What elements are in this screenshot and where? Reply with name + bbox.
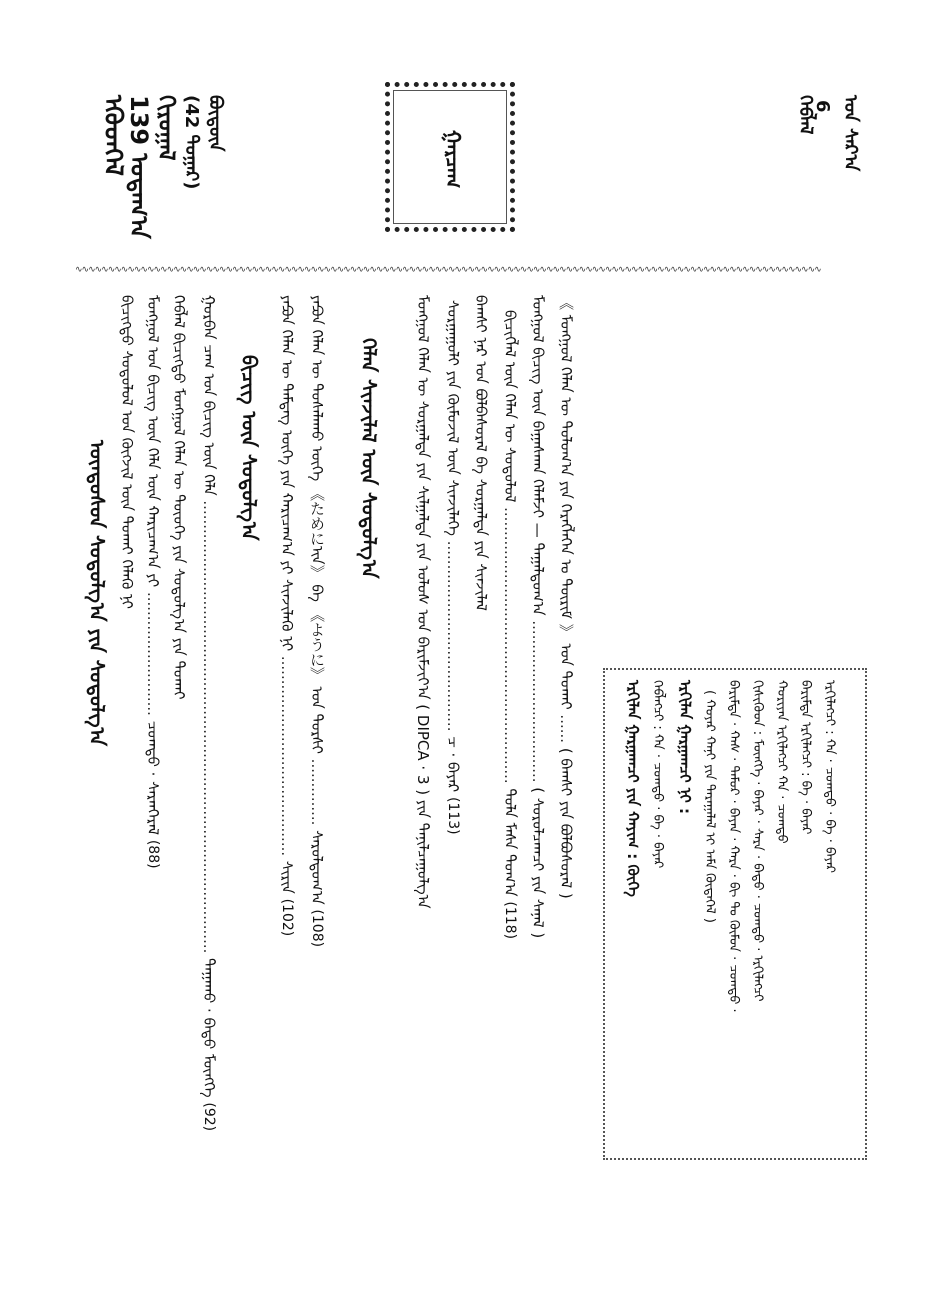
info-line: ᠡᠷᠬᠢᠯᠡᠨ ᠭᠠᠷᠭᠠᠭᠴᠢ ᠶᠢᠨ ᠬᠠᠶᠢᠭ : ᠬᠥᠬᠡ [624, 680, 642, 897]
section-heading-1: ᠬᠡᠯᠡᠨ ᠰᠢᠨᠵᠢᠯᠡᠯ ᠦᠨ ᠰᠤᠳᠤᠯᠭ᠎ᠠ [357, 338, 381, 579]
info-line: ᠬᠣᠷᠢᠶᠠᠨ ᠡᠷᠬᠢᠯᠡᠭᠴᠢ ᠬᠠ · ᠴᠣᠭᠲᠤ [774, 680, 789, 844]
volume-label: (42 ᠳᠤᠭᠠᠷ) [181, 95, 202, 190]
toc-entry: ᠮᠣᠩᠭᠣᠯ ᠬᠡᠯᠡᠨ ᠦ ᠰᠤᠷᠭᠠᠯᠲᠠ ᠶᠢᠨ ᠰᠢᠯᠭᠠᠯᠲᠠ ᠶᠢᠨ ᠤᠯᠤᠰ ᠤᠨ ᠪᠠᠷᠢᠮᠵᠢᠶ᠎ᠠ ( DIPCA · 3 ) ᠶᠢᠨ ᠲᠠᠨᠢᠯᠴᠠᠭᠤᠯᠭ᠎ᠠ [414, 295, 432, 909]
info-line: ᠡᠷᠬᠢᠯᠡᠭᠴᠢ : ᠬᠠ · ᠴᠣᠭᠲᠤ · ᠪᠠ · ᠪᠠᠶᠠᠷ [822, 680, 837, 874]
info-line: ᠪᠠᠷᠢᠮᠲᠠ ᠡᠷᠬᠢᠯᠡᠭᠴᠢ : ᠪᠠ · ᠪᠠᠶᠠᠷ [798, 680, 813, 835]
volume-title: ᠪᠦᠳᠦ᠋ᠨ [205, 95, 226, 152]
toc-entry: ᠭᠤᠷᠪᠠᠨ ᠴᠠᠭ ᠤᠨ ᠪᠢᠴᠢᠭ ᠦᠨ ᠬᠡᠯᠡ ............................................................................................... ᠳᠠᠭᠠᠬᠤ · ᠪᠠᠳᠤ ᠮᠥᠩᠬᠡ (92) [200, 295, 218, 1132]
info-line: ᠭᠢᠰᠢᠭᠦᠳ : ᠮᠥᠩᠬᠡ · ᠪᠠᠶᠠᠷ · ᠰᠠᠷᠠ · ᠪᠠᠲᠤ · ᠴᠣᠭᠲᠤ · ᠡᠷᠬᠢᠯᠡᠭᠴᠢ [750, 680, 765, 1002]
info-line: ᠪᠠᠷᠢᠮᠲᠠ · ᠬᠠᠰ · ᠲᠡᠮᠦᠷ · ᠪᠠᠶᠠᠨ · ᠬᠠᠷᠠ · ᠪᠢ ᠲᠤ ᠬᠦᠮᠦᠨ · ᠴᠣᠭᠲᠤ · [726, 680, 741, 1013]
toc-entry: ᠮᠣᠩᠭᠣᠯ ᠪᠢᠴᠢᠭ ᠦᠨ ᠪᠠᠭᠠᠰᠬᠠᠨ ᠬᠡᠯᠡᠮᠵᠢ — ᠳᠠᠭᠠᠯᠳᠤᠭ᠎ᠠ .................................. ( ᠰᠤᠷᠤᠯᠴᠠᠭᠴᠢ ᠶᠢᠨ ᠰᠠᠨᠠᠯ ) [529, 295, 547, 939]
toc-entry: ᠰᠤᠷᠭᠠᠭᠤᠯᠢ ᠶᠢᠨ ᠬᠦᠮᠦᠵᠢᠯ ᠦᠨ ᠰᠢᠨᠵᠢᠯᠡᠭᠡ ........................................ ᠴ · ᠪᠠᠶᠠᠷ (113) [444, 300, 462, 835]
section-heading-3: ᠦᠨᠳᠦᠰᠦᠨ ᠰᠤᠳᠤᠯᠭ᠎ᠠ ᠶᠢᠨ ᠰᠤᠳᠤᠯᠭ᠎ᠠ [85, 440, 109, 747]
info-line: ᠬᠡᠪᠯᠡᠭᠴᠢ : ᠬᠠ · ᠴᠣᠭᠲᠤ · ᠪᠠ · ᠪᠠᠶᠠᠷ [650, 680, 665, 869]
section-heading-2: ᠪᠢᠴᠢᠭ ᠦᠨ ᠰᠤᠳᠤᠯᠭ᠎ᠠ [237, 355, 261, 541]
toc-entry: ᠪᠢᠴᠢᠭᠲᠦ ᠰᠤᠳᠤᠯᠤᠯ ᠤᠨ ᠬᠥᠭᠵᠢᠯ ᠦᠨ ᠲᠤᠬᠠᠢ ᠬᠡᠯᠡᠬᠦ ᠨᠢ [118, 295, 136, 609]
right-line-2: 6 [812, 100, 833, 113]
ornament-divider: ∿∿∿∿∿∿∿∿∿∿∿∿∿∿∿∿∿∿∿∿∿∿∿∿∿∿∿∿∿∿∿∿∿∿∿∿∿∿∿∿∿∿∿∿∿∿∿∿∿∿∿∿∿∿∿∿∿∿∿∿∿∿∿∿∿∿∿∿∿∿∿∿∿∿∿∿∿∿∿∿∿∿∿∿∿∿∿∿∿∿∿∿∿∿∿∿∿∿∿∿∿∿∿∿∿∿∿∿∿∿∿∿∿∿ [75, 266, 821, 274]
toc-entry: ᠶᠠᠫᠣᠨ ᠬᠡᠯᠡᠨ ᠦ ᠲᠡᠮᠳᠡᠭ ᠦᠭᠡ ᠶᠢᠨ ᠬᠠᠷᠢᠴᠠᠭ᠎ᠠ ᠶᠢ ᠰᠢᠨᠵᠢᠯᠡᠬᠦ ᠨᠢ .......................................... ᠰᠢᠷᠢᠨ (102) [278, 295, 296, 937]
right-line-3: ᠬᠡᠪᠯᠡᠯ [795, 95, 816, 135]
info-line: ( ᠬᠣᠶᠠᠷ ᠬᠠᠨᠢ ᠶᠢᠨ ᠳᠠᠷᠠᠭᠠᠯᠠᠯ ᠢ ᠠᠮᠠ ᠬᠦᠳᠡᠬᠡᠯ ) [702, 690, 717, 923]
header-line: ᠡᠭᠦᠳᠬᠡᠯ [99, 95, 128, 176]
issue-series: ᠬᠢᠷᠤᠭᠠᠯ [153, 95, 178, 161]
toc-entry: ᠶᠠᠫᠣᠨ ᠬᠡᠯᠡᠨ ᠦ ᠲᠤᠰᠠᠯᠠᠬᠤ ᠦᠭᠡ 《ためにᠢᠨ》 ᠪᠠ 《ように》 ᠤᠨ ᠳᠤᠷᠰᠢ .............. ᠰᠠᠷᠤᠯᠲᠤᠭ᠎ᠠ (108) [308, 295, 326, 948]
frame-title: ᠭᠠᠷᠴᠠᠭ [441, 130, 465, 189]
toc-entry: ᠪᠢᠴᠢᠭᠯᠡᠯ ᠦᠨ ᠬᠡᠯᠡᠨ ᠦ ᠰᠤᠳᠤᠯᠤᠯ .......................................................... ᠲᠤᠯᠠ ᠮᠡᠰᠡ ᠲᠣᠭ᠎ᠠ (118) [501, 310, 519, 940]
toc-entry: ᠮᠣᠩᠭᠣᠯ ᠤᠨ ᠪᠢᠴᠢᠭ ᠦᠨ ᠬᠡᠯᠡ ᠦᠨ ᠬᠠᠷᠢᠴᠠᠭ᠎ᠠ ᠶᠢ .......................... ᠴᠣᠭᠲᠤ · ᠰᠠᠷᠠᠨᠭᠡᠷᠡᠯ (88) [144, 295, 162, 869]
right-line-1: ᠣᠨ ᠰᠠᠷ᠎ᠠ [840, 95, 861, 172]
info-line: ᠡᠷᠬᠢᠯᠡᠨ ᠭᠠᠷᠭᠠᠭᠴᠢ ᠨᠢ : [676, 680, 694, 814]
issue-number: 139 ᠤᠳᠠᠭ᠎ᠠ [125, 95, 153, 239]
toc-entry: ᠪᠠᠭᠰᠢ ᠨᠠᠷ ᠤᠨ ᠪᠣᠯᠪᠠᠰᠤᠷᠠᠯ ᠪᠠ ᠰᠤᠷᠭᠠᠯᠲᠠ ᠶᠢᠨ ᠰᠢᠨᠵᠢᠯᠡᠯ [472, 295, 490, 611]
toc-entry: 《 ᠮᠣᠩᠭᠣᠯ ᠬᠡᠯᠡᠨ ᠦ ᠳᠣᠯᠣᠭ᠎ᠠ ᠶᠢᠨ ᠬᠡᠷᠡᠭᠯᠡᠭᠡᠨ ᠤ ᠳᠦᠷᠢᠮ 》 ᠤᠨ ᠲᠤᠬᠠᠢ ...... ( ᠪᠠᠭᠰᠢ ᠶᠢᠨ ᠪᠣᠯᠪᠤᠰᠤᠷᠠᠯ ) [557, 295, 575, 899]
toc-entry: ᠬᠡᠪᠯᠡᠯ ᠪᠢᠴᠢᠭᠲᠦ ᠮᠣᠩᠭᠣᠯ ᠬᠡᠯᠡᠨ ᠦ ᠲᠦᠦᠬᠡ ᠶᠢᠨ ᠰᠤᠳᠤᠯᠭ᠎ᠠ ᠶᠢᠨ ᠲᠤᠬᠠᠢ [170, 295, 188, 700]
